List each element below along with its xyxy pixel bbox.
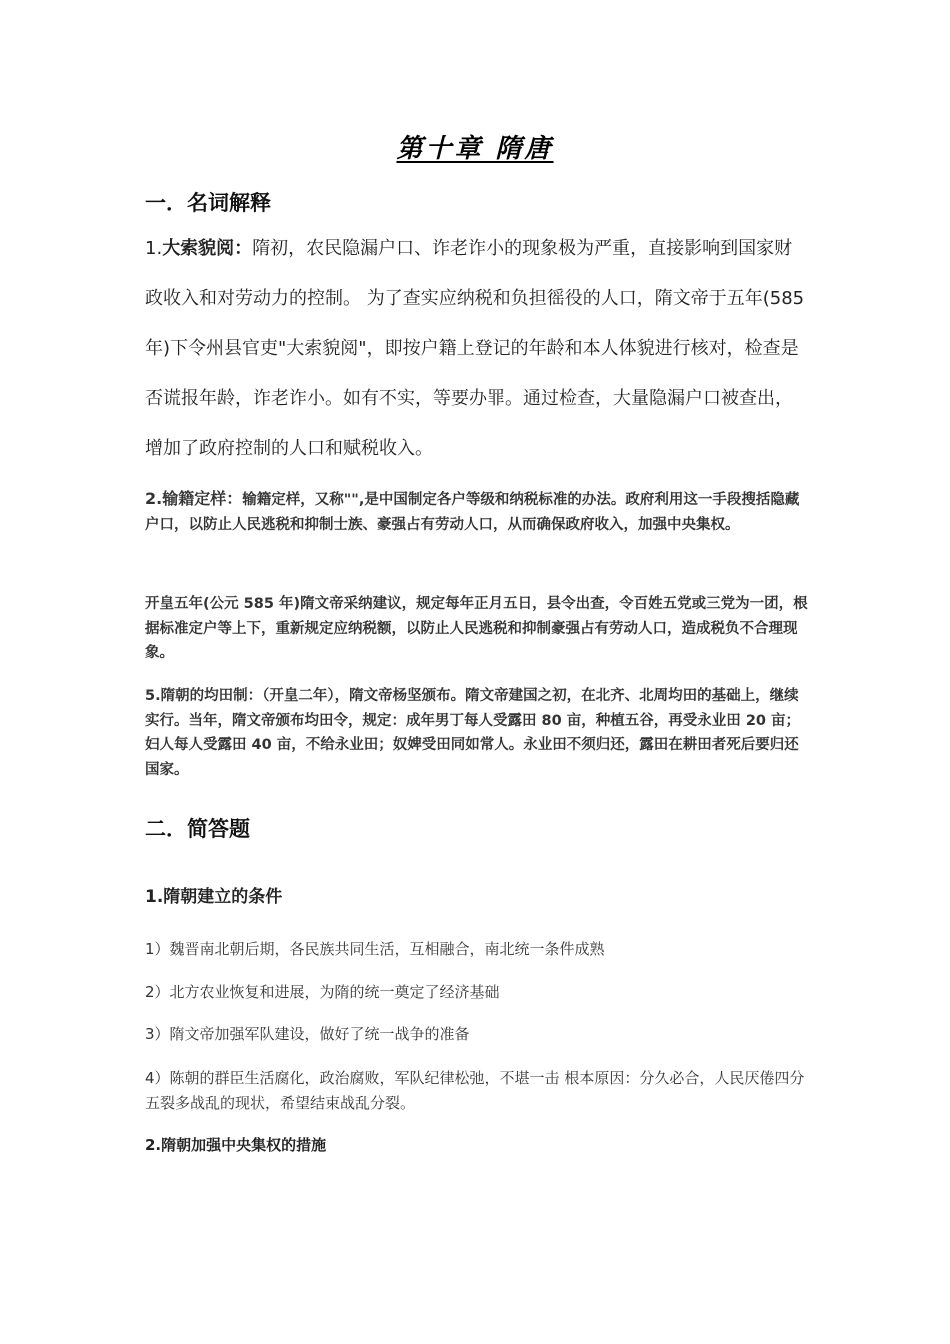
section-heading-short-answer: 二．简答题 bbox=[145, 817, 250, 841]
list-item: 2）北方农业恢复和进展，为隋的统一奠定了经济基础 bbox=[145, 983, 500, 1001]
term-paragraph-1: 1.大索貌阅：隋初，农民隐漏户口、诈老诈小的现象极为严重，直接影响到国家财政收入和对劳动力的控制。 为了查实应纳税和负担徭役的人口，隋文帝于五年(585 年)下令州县官吏"大索貌阅"，即按户籍上登记的年龄和本人体貌进行核对，检查是否谎报年龄，诈老诈小。如有不实，等要办罪。通过检查，大量隐漏户口被查出，增加了政府控制的人口和赋税收入。 bbox=[145, 238, 805, 459]
chapter-title: 第十章 隋唐 bbox=[396, 134, 554, 164]
term-paragraph-2: 2.输籍定样：输籍定样，又称"",是中国制定各户等级和纳税标准的办法。政府利用这一手段搜括隐藏户口，以防止人民逃税和抑制士族、豪强占有劳动人口，从而确保政府收入，加强中央集权。 bbox=[145, 489, 800, 533]
term-paragraph-3: 开皇五年(公元 585 年)隋文帝采纳建议，规定每年正月五日，县令出查，令百姓五党或三党为一团，根据标准定户等上下，重新规定应纳税额，以防止人民逃税和抑制豪强占有劳动人口，造成税负不合理现象。 bbox=[145, 596, 808, 661]
question-heading-1: 1.隋朝建立的条件 bbox=[145, 887, 283, 907]
list-item: 4）陈朝的群臣生活腐化，政治腐败，军队纪律松弛，不堪一击 根本原因：分久必合，人民厌倦四分五裂多战乱的现状，希望结束战乱分裂。 bbox=[145, 1069, 805, 1112]
list-item: 1）魏晋南北朝后期，各民族共同生活，互相融合，南北统一条件成熟 bbox=[145, 940, 605, 958]
question-heading-2: 2.隋朝加强中央集权的措施 bbox=[145, 1136, 327, 1154]
section-heading-terms: 一．名词解释 bbox=[145, 191, 271, 215]
list-item: 3）隋文帝加强军队建设，做好了统一战争的准备 bbox=[145, 1025, 470, 1043]
term-label: 大索貌阅： bbox=[162, 238, 253, 259]
term-label: 2.输籍定样： bbox=[145, 489, 243, 508]
term-paragraph-4: 5.隋朝的均田制：（开皇二年），隋文帝杨坚颁布。隋文帝建国之初，在北齐、北周均田的基础上，继续实行。当年，隋文帝颁布均田令，规定：成年男丁每人受露田 80 亩，种植五谷，再受永业田 20 亩；妇人每人受露田 40 亩，不给永业田；奴婢受田同如常人。永业田不须归还，露田在耕田者死后要归还国家。 bbox=[145, 688, 801, 778]
